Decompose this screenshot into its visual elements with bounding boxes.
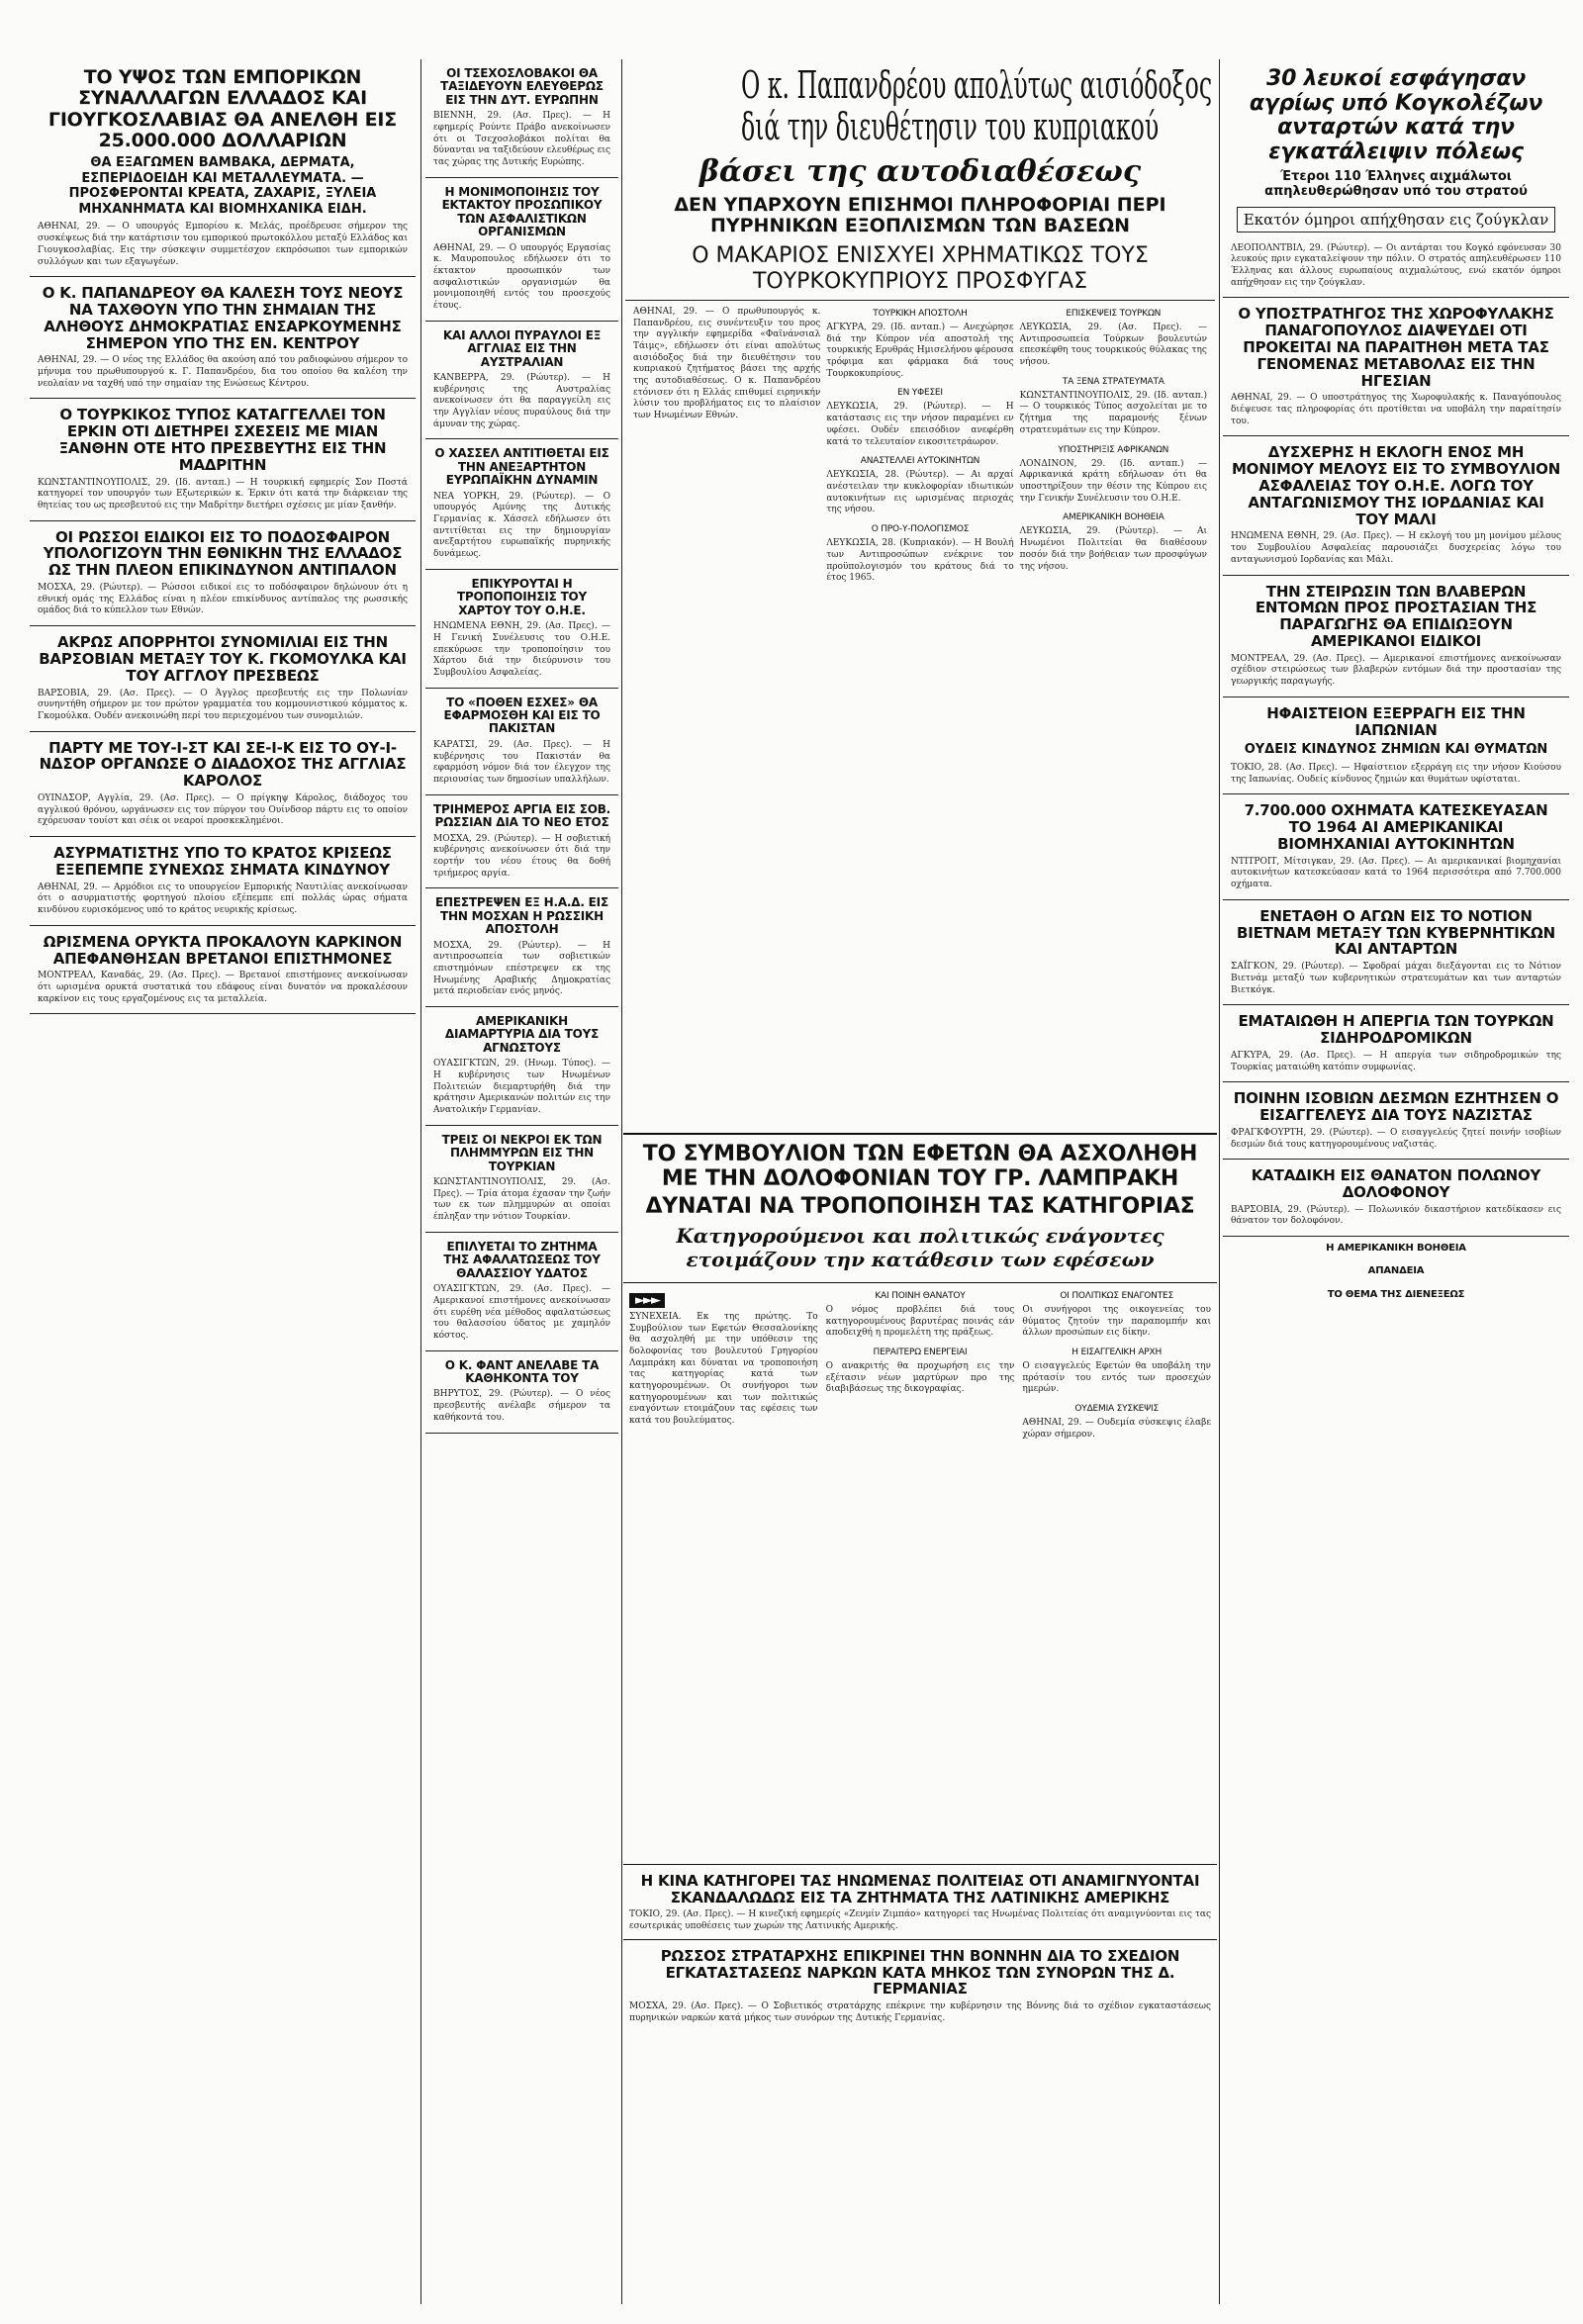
article-headline: ΠΟΙΝΗΝ ΙΣΟΒΙΩΝ ΔΕΣΜΩΝ ΕΖΗΤΗΣΕΝ Ο ΕΙΣΑΓΓΕΛΕΥΣ ΔΙΑ ΤΟΥΣ ΝΑΖΙΣΤΑΣ [1233, 1089, 1559, 1125]
article [30, 626, 416, 731]
lead-sections-a [826, 307, 1013, 593]
article-headline: ΕΠΙΚΥΡΟΥΤΑΙ Η ΤΡΟΠΟΠΟΙΗΣΙΣ ΤΟΥ ΧΑΡΤΟΥ ΤΟΥ Ο.Η.Ε. [456, 576, 588, 617]
news-section [826, 1348, 1015, 1396]
article [425, 1233, 618, 1351]
article-headline: ΕΠΙΛΥΕΤΑΙ ΤΟ ΖΗΤΗΜΑ ΤΗΣ ΑΦΑΛΑΤΩΣΕΩΣ ΤΟΥ ΘΑΛΑΣΣΙΟΥ ΥΔΑΤΟΣ [443, 1239, 601, 1280]
section-body: ΑΘΗΝΑΙ, 29. — Ουδεμία σύσκεψις έλαβε χώραν σήμερον. [1022, 1418, 1211, 1440]
section-title: ΚΑΙ ΠΟΙΝΗ ΘΑΝΑΤΟΥ [875, 1290, 966, 1301]
lambrakis-headline-2: ΔΥΝΑΤΑΙ ΝΑ ΤΡΟΠΟΠΟΙΗΣΗ ΤΑΣ ΚΑΤΗΓΟΡΙΑΣ [645, 1194, 1195, 1220]
article-body: ΒΙΕΝΝΗ, 29. (Ασ. Πρες). — Η εφημερίς Ρούντε Πράβο ανεκοίνωσεν ότι οι Τσεχοσλοβάκοι πολίται θα δύνανται να ταξιδεύουν ελευθέρως εις τας χώρας της Δυτικής Ευρώπης. [433, 111, 610, 168]
article-headline: Ο ΤΟΥΡΚΙΚΟΣ ΤΥΠΟΣ ΚΑΤΑΓΓΕΛΛΕΙ ΤΟΝ ΕΡΚΙΝ ΟΤΙ ΔΙΕΤΗΡΕΙ ΣΧΕΣΕΙΣ ΜΕ ΜΙΑΝ ΞΑΝΘΗΝ ΟΤΕ ΗΤΟ ΠΡΕΣΒΕΥΤΗΣ ΕΙΣ ΤΗΝ ΜΑΔΡΙΤΗΝ [58, 406, 387, 474]
article-headline: ΠΑΡΤΥ ΜΕ ΤΟΥ-Ι-ΣΤ ΚΑΙ ΣΕ-Ι-Κ ΕΙΣ ΤΟ ΟΥ-Ι-ΝΔΣΟΡ ΟΡΓΑΝΩΣΕ Ο ΔΙΑΔΟΧΟΣ ΤΗΣ ΑΓΓΛΙΑΣ ΚΑΡΟΛΟΣ [39, 738, 407, 790]
article-body: ΒΑΡΣΟΒΙΑ, 29. (Ρώυτερ). — Πολωνικόν δικαστήριον κατεδίκασεν εις θάνατον τον δολοφόνον. [1231, 1204, 1561, 1227]
lead-banner [625, 59, 1215, 301]
article-body: ΜΟΝΤΡΕΑΛ, Καναδάς, 29. (Ασ. Πρες). — Βρετανοί επιστήμονες ανεκοίνωσαν ότι ωρισμένα ορυκτά συστατικά του εδάφους είναι δυνατόν να προκαλέσουν καρκίνον εις τους εργαζομένους εις τα μεταλλεία. [38, 971, 408, 1004]
article-body: ΑΘΗΝΑΙ, 29. — Αρμόδιοι εις το υπουργείον Εμπορικής Ναυτιλίας ανεκοίνωσαν ότι ο ασυρματιστής φορτηγού πλοίου εξέπεμπε επί πολλάς ώρας σήματα κινδύνου ευρισκόμενος υπό το κράτος νευρικής κρίσεως. [38, 882, 408, 916]
column-left [30, 59, 416, 2304]
article [425, 689, 618, 795]
section-title: ΑΜΕΡΙΚΑΝΙΚΗ ΒΟΗΘΕΙΑ [1063, 512, 1164, 523]
section-title: ΠΕΡΑΙΤΕΡΩ ΕΝΕΡΓΕΙΑΙ [873, 1348, 968, 1358]
article-body: ΦΡΑΓΚΦΟΥΡΤΗ, 29. (Ρώυτερ). — Ο εισαγγελεύς ζητεί ποινήν ισοβίων δεσμών διά τους κατηγορουμένους ναζιστάς. [1231, 1127, 1561, 1150]
article-headline: Ο ΥΠΟΣΤΡΑΤΗΓΟΣ ΤΗΣ ΧΩΡΟΦΥΛΑΚΗΣ ΠΑΝΑΓΟΠΟΥΛΟΣ ΔΙΑΨΕΥΔΕΙ ΟΤΙ ΠΡΟΚΕΙΤΑΙ ΝΑ ΠΑΡΑΙΤΗΘΗ ΜΕΤΑ ΤΑΣ ΓΕΝΟΜΕΝΑΣ ΜΕΤΑΒΟΛΑΣ ΕΙΣ ΤΗΝ ΗΓΕΣΙΑΝ [1238, 305, 1554, 390]
article-headline: Ο ΧΑΣΣΕΛ ΑΝΤΙΤΙΘΕΤΑΙ ΕΙΣ ΤΗΝ ΑΝΕΞΑΡΤΗΤΟΝ ΕΥΡΩΠΑΪΚΗΝ ΔΥΝΑΜΙΝ [434, 446, 609, 488]
article-body: ΒΗΡΥΤΟΣ, 29. (Ρώυτερ). — Ο νέος πρεσβευτής ανέλαβε σήμερον τα καθήκοντά του. [433, 1389, 610, 1423]
lambrakis-columns [623, 1283, 1217, 1864]
article-headline: ΤΟ «ΠΟΘΕΝ ΕΣΧΕΣ» ΘΑ ΕΦΑΡΜΟΣΘΗ ΚΑΙ ΕΙΣ ΤΟ ΠΑΚΙΣΤΑΝ [443, 695, 601, 736]
article-headline: ΔΥΣΧΕΡΗΣ Η ΕΚΛΟΓΗ ΕΝΟΣ ΜΗ ΜΟΝΙΜΟΥ ΜΕΛΟΥΣ ΕΙΣ ΤΟ ΣΥΜΒΟΥΛΙΟΝ ΑΣΦΑΛΕΙΑΣ ΤΟΥ Ο.Η.Ε. ΛΟΓΩ ΤΟΥ ΑΝΤΑΓΩΝΙΣΜΟΥ ΤΗΣ ΙΟΡΔΑΝΙΑΣ ΚΑΙ ΤΟΥ ΜΑΛΙ [1231, 443, 1561, 528]
section-body: Ο ανακριτής θα προχωρήση εις την εξέτασιν νέων μαρτύρων προ της διαβιβάσεως της δικογραφίας. [825, 1361, 1015, 1395]
section-title: ΟΙ ΠΟΛΙΤΙΚΩΣ ΕΝΑΓΟΝΤΕΣ [1060, 1290, 1173, 1301]
article [1223, 900, 1569, 1005]
article [425, 322, 618, 440]
article-body: ΚΩΝΣΤΑΝΤΙΝΟΥΠΟΛΙΣ, 29. (Ασ. Πρες). — Τρία άτομα έχασαν την ζωήν των εκ των πλημμυρών αι οποίαι έπληξαν την νότιον Τουρκίαν. [433, 1177, 610, 1223]
article-headline: ΕΠΕΣΤΡΕΨΕΝ ΕΞ Η.Α.Δ. ΕΙΣ ΤΗΝ ΜΟΣΧΑΝ Η ΡΩΣΣΙΚΗ ΑΠΟΣΤΟΛΗ [435, 895, 608, 937]
article-body: ΣΑΪΓΚΟΝ, 29. (Ρώυτερ). — Σφοδραί μάχαι διεξάγονται εις το Νότιον Βιετνάμ μεταξύ των κυβερνητικών στρατευμάτων και των ανταρτών Βιετκόγκ. [1231, 962, 1561, 995]
article-headline: ΚΑΤΑΔΙΚΗ ΕΙΣ ΘΑΝΑΤΟΝ ΠΟΛΩΝΟΥ ΔΟΛΟΦΟΝΟΥ [1251, 1166, 1541, 1201]
article-body: ΤΟΚΙΟ, 28. (Ασ. Πρες). — Ηφαίστειον εξερράγη εις την νήσον Κιούσου της Ιαπωνίας. Ουδείς κίνδυνος ζημιών και θυμάτων υφίσταται. [1231, 762, 1561, 785]
article [1223, 576, 1569, 697]
news-section [1020, 445, 1207, 506]
section-body: ΛΟΝΔΙΝΟΝ, 29. (Ιδ. ανταπ.) — Αφρικανικά κράτη εδήλωσαν ότι θα υποστηρίξουν την θέσιν της Κύπρου εις την Γενικήν Συνέλευσιν του Ο.Η.Ε. [1019, 458, 1207, 504]
article-body: ΗΝΩΜΕΝΑ ΕΘΝΗ, 29. (Ασ. Πρες). — Η Γενική Συνέλευσις του Ο.Η.Ε. επεκύρωσε την τροποποίησιν του Χάρτου διά την διεύρυνσιν του Συμβουλίου Ασφαλείας. [433, 621, 610, 678]
lambrakis-subhead: Κατηγορούμενοι και πολιτικώς ενάγοντες ετοιμάζουν την κατάθεσιν των εφέσεων [676, 1223, 1164, 1271]
lead-columns [625, 301, 1215, 599]
article-headline: 7.700.000 ΟΧΗΜΑΤΑ ΚΑΤΕΣΚΕΥΑΣΑΝ ΤΟ 1964 ΑΙ ΑΜΕΡΙΚΑΝΙΚΑΙ ΒΙΟΜΗΧΑΝΙΑΙ ΑΥΤΟΚΙΝΗΤΩΝ [1244, 801, 1548, 853]
article-body: ΟΥΑΣΙΓΚΤΩΝ, 29. (Ασ. Πρες). — Αμερικανοί επιστήμονες ανεκοίνωσαν ότι ευρέθη νέα μέθοδος αφαλατώσεως του θαλασσίου ύδατος με χαμηλόν κόστος. [433, 1284, 610, 1341]
section-body: Ο εισαγγελεύς Εφετών θα υποβάλη την πρότασίν του εντός των προσεχών ημερών. [1022, 1361, 1211, 1395]
article [30, 59, 416, 277]
section-title: ΤΟΥΡΚΙΚΗ ΑΠΟΣΤΟΛΗ [873, 308, 968, 319]
banner-line-1: Ο κ. Παπανδρέου απολύτως αισιόδοξος [740, 63, 1213, 107]
banner-line-4: ΔΕΝ ΥΠΑΡΧΟΥΝ ΕΠΙΣΗΜΟΙ ΠΛΗΡΟΦΟΡΙΑΙ ΠΕΡΙ ΠΥΡΗΝΙΚΩΝ ΕΞΟΠΛΙΣΜΩΝ ΤΩΝ ΒΑΣΕΩΝ [674, 193, 1166, 237]
article-headline: ΟΙ ΡΩΣΣΟΙ ΕΙΔΙΚΟΙ ΕΙΣ ΤΟ ΠΟΔΟΣΦΑΙΡΟΝ ΥΠΟΛΟΓΙΖΟΥΝ ΤΗΝ ΕΘΝΙΚΗΝ ΤΗΣ ΕΛΛΑΔΟΣ ΩΣ ΤΗΝ ΠΛΕΟΝ ΕΠΙΚΙΝΔΥΝΟΝ ΑΝΤΙΠΑΛΟΝ [43, 527, 403, 580]
section-title: ΕΝ ΥΦΕΣΕΙ [897, 388, 943, 399]
china-body: ΤΟΚΙΟ, 29. (Ασ. Πρες). — Η κινεζική εφημερίς «Ζενμίν Ζιμπάο» κατηγορεί τας Ηνωμένας Πολιτείας ότι αναμιγνύονται εις τας εσωτερικάς υποθέσεις των χωρών της Λατινικής Αμερικής. [629, 1909, 1211, 1932]
section-body: ΛΕΥΚΩΣΙΑ, 28. (Κυπριακόν). — Η Βουλή των Αντιπροσώπων ενέκρινε τον προϋπολογισμόν του κράτους διά το έτος 1965. [826, 538, 1014, 584]
news-section [1022, 1404, 1211, 1441]
article-body: ΑΘΗΝΑΙ, 29. — Ο υποστράτηγος της Χωροφυλακής κ. Παναγόπουλος διέψευσε τας πληροφορίας ότι προτίθεται να υποβάλη την παραίτησίν του. [1231, 393, 1561, 426]
article [425, 570, 618, 689]
article-headline: ΑΣΥΡΜΑΤΙΣΤΗΣ ΥΠΟ ΤΟ ΚΡΑΤΟΣ ΚΡΙΣΕΩΣ ΕΞΕΠΕΜΠΕ ΣΥΝΕΧΩΣ ΣΗΜΑΤΑ ΚΙΝΔΥΝΟΥ [53, 844, 392, 879]
china-article [623, 1864, 1217, 1939]
news-section [826, 309, 1013, 381]
section-body: ΛΕΥΚΩΣΙΑ, 29. (Ρώυτερ). — Η κατάστασις εις την νήσον παραμένει εν υφέσει. Ουδέν επεισόδιον ανεφέρθη κατά το τελευταίον εικοσιτετράωρον. [826, 402, 1014, 447]
article-headline: ΚΑΙ ΑΛΛΟΙ ΠΥΡΑΥΛΟΙ ΕΞ ΑΓΓΛΙΑΣ ΕΙΣ ΤΗΝ ΑΥΣΤΡΑΛΙΑΝ [442, 327, 602, 369]
article-headline: ΤΗΝ ΣΤΕΙΡΩΣΙΝ ΤΩΝ ΒΛΑΒΕΡΩΝ ΕΝΤΟΜΩΝ ΠΡΟΣ ΠΡΟΣΤΑΣΙΑΝ ΤΗΣ ΠΑΡΑΓΩΓΗΣ ΘΑ ΕΠΙΔΙΩΞΟΥΝ ΑΜΕΡΙΚΑΝΟΙ ΕΙΔΙΚΟΙ [1255, 582, 1537, 650]
article-headline: Ο Κ. ΠΑΠΑΝΔΡΕΟΥ ΘΑ ΚΑΛΕΣΗ ΤΟΥΣ ΝΕΟΥΣ ΝΑ ΤΑΧΘΟΥΝ ΥΠΟ ΤΗΝ ΣΗΜΑΙΑΝ ΤΗΣ ΑΛΗΘΟΥΣ ΔΗΜΟΚΡΑΤΙΑΣ ΕΝΣΑΡΚΟΥΜΕΝΗΣ ΣΗΜΕΡΟΝ ΥΠΟ ΤΗΣ ΕΝ. ΚΕΝΤΡΟΥ [42, 284, 404, 352]
article-body: ΚΑΡΑΤΣΙ, 29. (Ασ. Πρες). — Η κυβέρνησις του Πακιστάν θα εφαρμόση νόμον διά τον έλεγχον της περιουσίας των δημοσίων υπαλλήλων. [433, 739, 610, 785]
section-title: ΥΠΟΣΤΗΡΙΞΙΣ ΑΦΡΙΚΑΝΩΝ [1058, 444, 1169, 455]
news-section [1022, 1348, 1211, 1396]
column-right [1223, 59, 1569, 2304]
section-body: ΛΕΥΚΩΣΙΑ, 29. (Ρώυτερ). — Αι Ηνωμένοι Πολιτείαι θα διαθέσουν ποσόν διά την βοήθειαν των προσφύγων της νήσου. [1019, 526, 1207, 572]
article-headline: ΤΟ ΥΨΟΣ ΤΩΝ ΕΜΠΟΡΙΚΩΝ ΣΥΝΑΛΛΑΓΩΝ ΕΛΛΑΔΟΣ ΚΑΙ ΓΙΟΥΓΚΟΣΛΑΒΙΑΣ ΘΑ ΑΝΕΛΘΗ ΕΙΣ 25.000.000 ΔΟΛΛΑΡΙΩΝ [47, 66, 398, 151]
article [1223, 794, 1569, 899]
article-body: ΝΕΑ ΥΟΡΚΗ, 29. (Ρώυτερ). — Ο υπουργός Αμύνης της Δυτικής Γερμανίας κ. Χάσσελ εδήλωσεν ότι αντιτίθεται εις την δημιουργίαν ανεξαρτήτου ευρωπαϊκής πυρηνικής δυνάμεως. [433, 491, 610, 560]
news-section [826, 388, 1013, 448]
lead-sections-b [1020, 307, 1207, 593]
news-section [1020, 309, 1207, 369]
column-second [425, 59, 618, 2304]
article [425, 1126, 618, 1233]
news-section [1022, 1291, 1211, 1340]
article-body: ΗΝΩΜΕΝΑ ΕΘΝΗ, 29. (Ασ. Πρες). — Η εκλογή του μη μονίμου μέλους του Συμβουλίου Ασφαλείας παρουσιάζει δυσχερείας λόγω του ανταγωνισμού Ιορδανίας και Μάλι. [1231, 531, 1561, 565]
article [30, 277, 416, 399]
column-rule [621, 59, 622, 2304]
article [425, 439, 618, 569]
article-body: ΑΘΗΝΑΙ, 29. — Ο υπουργός Εργασίας κ. Μαυροπουλος εδήλωσεν ότι το έκτακτον προσωπικόν των ασφαλιστικών οργανισμών θα μονιμοποιηθή εντός του προσεχούς έτους. [433, 242, 610, 311]
russia-body: ΜΟΣΧΑ, 29. (Ασ. Πρες). — Ο Σοβιετικός στρατάρχης επέκρινε την κυβέρνησιν της Βόννης διά το σχέδιον εγκαταστάσεως πυρηνικών ναρκών κατά μήκος των συνόρων της Δυτικής Γερμανίας. [629, 2001, 1211, 2023]
news-section [826, 456, 1013, 516]
column-rule [1219, 59, 1220, 2304]
lambrakis-sections-b [1022, 1289, 1211, 1858]
china-headline: Η ΚΙΝΑ ΚΑΤΗΓΟΡΕΙ ΤΑΣ ΗΝΩΜΕΝΑΣ ΠΟΛΙΤΕΙΑΣ ΟΤΙ ΑΝΑΜΙΓΝΥΟΝΤΑΙ ΣΚΑΝΔΑΛΩΔΩΣ ΕΙΣ ΤΑ ΖΗΤΗΜΑΤΑ ΤΗΣ ΛΑΤΙΝΙΚΗΣ ΑΜΕΡΙΚΗΣ [640, 1871, 1200, 1906]
article-subhead: Έτεροι 110 Έλληνες αιχμάλωτοι απηλευθερώθησαν υπό του στρατού [1264, 168, 1528, 200]
article-headline: 30 λευκοί εσφάγησαν αγρίως υπό Κογκολέζων ανταρτών κατά την εγκατάλειψιν πόλεως [1249, 66, 1543, 164]
article [425, 888, 618, 1007]
article-headline: ΑΚΡΩΣ ΑΠΟΡΡΗΤΟΙ ΣΥΝΟΜΙΛΙΑΙ ΕΙΣ ΤΗΝ ΒΑΡΣΟΒΙΑΝ ΜΕΤΑΞΥ ΤΟΥ Κ. ΓΚΟΜΟΥΛΚΑ ΚΑΙ ΤΟΥ ΑΓΓΛΟΥ ΠΡΕΣΒΕΩΣ [39, 633, 407, 685]
article-body: ΒΑΡΣΟΒΙΑ, 29. (Ασ. Πρες). — Ο Άγγλος πρεσβευτής εις την Πολωνίαν συνηντήθη σήμερον με τον πρώτον γραμματέα του κομμουνιστικού κόμματος κ. Γκομούλκα. Ουδέν ανεκοινώθη περί του περιεχομένου των συνομιλιών. [38, 688, 408, 721]
article [30, 837, 416, 926]
article [425, 178, 618, 322]
section-body: Οι συνήγοροι της οικογενείας του θύματος ζητούν την παραπομπήν και άλλων προσώπων εις δίκην. [1022, 1304, 1211, 1339]
article-body: ΝΤΙΤΡΟΙΤ, Μίτσιγκαν, 29. (Ασ. Πρες). — Αι αμερικανικαί βιομηχανίαι αυτοκινήτων κατεσκεύασαν κατά το 1964 περισσότερα από 7.700.000 οχήματα. [1231, 856, 1561, 890]
article-body: ΑΘΗΝΑΙ, 29. — Ο υπουργός Εμπορίου κ. Μελάς, προέδρευσε σήμερον της συσκέψεως διά την κατάρτισιν του εμπορικού πρωτοκόλλου μεταξύ Ελλάδος και Γιουγκοσλαβίας. Εις την σύσκεψιν συμμετέσχον εκπρόσωποι των εμπορικών συλλόγων και των εξαγωγέων. [38, 222, 408, 267]
article [1223, 697, 1569, 795]
article-headline: ΤΡΕΙΣ ΟΙ ΝΕΚΡΟΙ ΕΚ ΤΩΝ ΠΛΗΜΜΥΡΩΝ ΕΙΣ ΤΗΝ ΤΟΥΡΚΙΑΝ [441, 1132, 603, 1173]
lambrakis-headline: ΤΟ ΣΥΜΒΟΥΛΙΟΝ ΤΩΝ ΕΦΕΤΩΝ ΘΑ ΑΣΧΟΛΗΘΗ ΜΕ ΤΗΝ ΔΟΛΟΦΟΝΙΑΝ ΤΟΥ ΓΡ. ΛΑΜΠΡΑΚΗ [642, 1142, 1198, 1191]
small-section-title: ΤΟ ΘΕΜΑ ΤΗΣ ΔΙΕΝΕΞΕΩΣ [1327, 1288, 1465, 1300]
small-section-title: ΑΠΑΝΔΕΙΑ [1367, 1265, 1425, 1277]
article-body: ΑΘΗΝΑΙ, 29. — Ο νέος της Ελλάδος θα ακούση από του ραδιοφώνου σήμερον το μήνυμα του πρωθυπουργού κ. Γ. Παπανδρέου, δια του οποίου θα καλέση την νεολαίαν να ταχθή υπό την σημαίαν της Ενώσεως Κέντρου. [38, 355, 408, 389]
article-headline: ΕΜΑΤΑΙΩΘΗ Η ΑΠΕΡΓΙΑ ΤΩΝ ΤΟΥΡΚΩΝ ΣΙΔΗΡΟΔΡΟΜΙΚΩΝ [1238, 1012, 1554, 1048]
section-title: ΟΥΔΕΜΙΑ ΣΥΣΚΕΨΙΣ [1074, 1404, 1159, 1415]
section-body: Ο νόμος προβλέπει διά τους κατηγορουμένους βαρυτέρας ποινάς εάν αποδειχθή η προμελέτη της πράξεως. [825, 1304, 1015, 1339]
news-section [1020, 512, 1207, 573]
article [425, 1007, 618, 1126]
article-headline: ΑΜΕΡΙΚΑΝΙΚΗ ΔΙΑΜΑΡΤΥΡΙΑ ΔΙΑ ΤΟΥΣ ΑΓΝΩΣΤΟΥΣ [444, 1014, 600, 1055]
article-subhead: ΟΥΔΕΙΣ ΚΙΝΔΥΝΟΣ ΖΗΜΙΩΝ ΚΑΙ ΘΥΜΑΤΩΝ [1244, 742, 1548, 758]
section-body: ΑΓΚΥΡΑ, 29. (Ιδ. ανταπ.) — Ανεχώρησε διά την Κύπρον νέα αποστολή της τουρκικής Ερυθράς Ημισελήνου φέρουσα τρόφιμα και φάρμακα διά τους Τουρκοκυπρίους. [826, 322, 1014, 379]
lead-body: ΑΘΗΝΑΙ, 29. — Ο πρωθυπουργός κ. Παπανδρέου, εις συνέντευξιν του προς την αγγλικήν εφημερίδα «Φαϊνάνσιαλ Τάιμς», εδήλωσεν ότι είναι απολύτως αισιόδοξος διά την διευθέτησιν του κυπριακού ζητήματος βάσει της αρχής της αυτοδιαθέσεως. Ο κ. Παπανδρέου ετόνισεν ότι η Ελλάς επιθυμεί ειρηνικήν λύσιν του προβλήματος εις το πλαίσιον των Ηνωμένων Εθνών. [633, 306, 821, 421]
lambrakis-section [623, 1133, 1217, 2304]
article-body: ΚΑΝΒΕΡΡΑ, 29. (Ρώυτερ). — Η κυβέρνησις της Αυστραλίας ανεκοίνωσεν ότι θα παραγγείλη εις την Αγγλίαν νέους πυραύλους διά την άμυναν της χώρας. [433, 372, 610, 429]
article [1223, 436, 1569, 575]
continuation-marker: ►►► [629, 1293, 665, 1308]
lambrakis-sections-a [826, 1289, 1015, 1858]
news-section [826, 524, 1013, 585]
article-headline: ΗΦΑΙΣΤΕΙΟΝ ΕΞΕΡΡΑΓΗ ΕΙΣ ΤΗΝ ΙΑΠΩΝΙΑΝ [1266, 703, 1526, 739]
article-headline: ΤΡΙΗΜΕΡΟΣ ΑΡΓΙΑ ΕΙΣ ΣΟΒ. ΡΩΣΣΙΑΝ ΔΙΑ ΤΟ ΝΕΟ ΕΤΟΣ [433, 801, 610, 830]
article-body: ΑΓΚΥΡΑ, 29. (Ασ. Πρες). — Η απεργία των σιδηροδρομικών της Τουρκίας ματαιώθη κατόπιν συμφωνίας. [1231, 1050, 1561, 1072]
article [1223, 1082, 1569, 1160]
article [425, 1351, 618, 1434]
section-title: ΕΠΙΣΚΕΨΕΙΣ ΤΟΥΡΚΩΝ [1066, 308, 1162, 319]
banner-line-5: Ο ΜΑΚΑΡΙΟΣ ΕΝΙΣΧΥΕΙ ΧΡΗΜΑΤΙΚΩΣ ΤΟΥΣ ΤΟΥΡΚΟΚΥΠΡΙΟΥΣ ΠΡΟΣΦΥΓΑΣ [692, 243, 1149, 294]
section-body: ΛΕΥΚΩΣΙΑ, 29. (Ασ. Πρες). — Αντιπροσωπεία Τούρκων βουλευτών επεσκέφθη τους τουρκικούς θύλακας της νήσου. [1019, 322, 1207, 368]
article-headline: Η ΜΟΝΙΜΟΠΟΙΗΣΙΣ ΤΟΥ ΕΚΤΑΚΤΟΥ ΠΡΟΣΩΠΙΚΟΥ ΤΩΝ ΑΣΦΑΛΙΣΤΙΚΩΝ ΟΡΓΑΝΙΣΜΩΝ [441, 184, 603, 239]
article-headline: ΟΙ ΤΣΕΧΟΣΛΟΒΑΚΟΙ ΘΑ ΤΑΞΙΔΕΥΟΥΝ ΕΛΕΥΘΕΡΩΣ ΕΙΣ ΤΗΝ ΔΥΤ. ΕΥΡΩΠΗΝ [440, 66, 604, 107]
news-section [1020, 377, 1207, 437]
article [1223, 298, 1569, 436]
article [1223, 1160, 1569, 1237]
small-section-title: Η ΑΜΕΡΙΚΑΝΙΚΗ ΒΟΗΘΕΙΑ [1326, 1243, 1466, 1255]
article [30, 926, 416, 1015]
section-title: Ο ΠΡΟ-Υ-ΠΟΛΟΓΙΣΜΟΣ [871, 524, 970, 535]
article-body: ΚΩΝΣΤΑΝΤΙΝΟΥΠΟΛΙΣ, 29. (Ιδ. ανταπ.) — Η τουρκική εφημερίς Σον Ποστά κατηγορεί τον υπουργόν των Εξωτερικών κ. Έρκιν ότι κατά την διάρκειαν της θητείας του ως πρεσβευτού εις την Μαδρίτην διετήρει σχέσεις με μίαν ξανθήν. [38, 477, 408, 511]
section-title: ΑΝΑΣΤΕΛΛΕΙ ΑΥΤΟΚΙΝΗΤΩΝ [860, 456, 980, 467]
lambrakis-body: ΣΥΝΕΧΕΙΑ. Εκ της πρώτης. Το Συμβούλιον των Εφετών Θεσσαλονίκης θα ασχοληθή με την υπόθεσιν της δολοφονίας του βουλευτού Γρηγορίου Λαμπράκη και δύναται να τροποποιήση τας κατηγορίας κατά των κατηγορουμένων. Οι συνήγοροι των κατηγορουμένων και των πολιτικώς εναγόντων ετοιμάζουν τας εφέσεις των κατά του βουλεύματος. [629, 1311, 818, 1427]
article-headline: ΩΡΙΣΜΕΝΑ ΟΡΥΚΤΑ ΠΡΟΚΑΛΟΥΝ ΚΑΡΚΙΝΟΝ ΑΠΕΦΑΝΘΗΣΑΝ ΒΡΕΤΑΝΟΙ ΕΠΙΣΤΗΜΟΝΕΣ [43, 932, 403, 968]
column-center [625, 59, 1215, 1123]
article-headline: Ο Κ. ΦΑΝΤ ΑΝΕΛΑΒΕ ΤΑ ΚΑΘΗΚΟΝΤΑ ΤΟΥ [444, 1357, 600, 1385]
russia-headline: ΡΩΣΣΟΣ ΣΤΡΑΤΑΡΧΗΣ ΕΠΙΚΡΙΝΕΙ ΤΗΝ ΒΟΝΝΗΝ ΔΙΑ ΤΟ ΣΧΕΔΙΟΝ ΕΓΚΑΤΑΣΤΑΣΕΩΣ ΝΑΡΚΩΝ ΚΑΤΑ ΜΗΚΟΣ ΤΩΝ ΣΥΝΟΡΩΝ ΤΗΣ Δ. ΓΕΡΜΑΝΙΑΣ [660, 1946, 1180, 1999]
section-title: ΤΑ ΞΕΝΑ ΣΤΡΑΤΕΥΜΑΤΑ [1062, 376, 1164, 387]
article [1223, 1005, 1569, 1082]
article-body: ΜΟΝΤΡΕΑΛ, 29. (Ασ. Πρες). — Αμερικανοί επιστήμονες ανεκοίνωσαν σχέδιον στειρώσεως των βλαβερών εντόμων διά την προστασίαν της γεωργικής παραγωγής. [1231, 653, 1561, 688]
column-rule [420, 59, 421, 2304]
article-body: ΟΥΑΣΙΓΚΤΩΝ, 29. (Ηνωμ. Τύπος). — Η κυβέρνησις των Ηνωμένων Πολιτειών διεμαρτυρήθη διά την κράτησιν Αμερικανών πολιτών εις την Ανατολικήν Γερμανίαν. [433, 1059, 610, 1116]
banner-line-2: διά την διευθέτησιν του κυπριακού [740, 104, 1160, 148]
news-section [826, 1291, 1015, 1340]
article [425, 795, 618, 889]
section-title: Η ΕΙΣΑΓΓΕΛΙΚΗ ΑΡΧΗ [1071, 1348, 1163, 1358]
article-body: ΛΕΟΠΟΛΝΤΒΙΛ, 29. (Ρώυτερ). — Οι αντάρται του Κογκό εφόνευσαν 30 λευκούς πριν εγκαταλείψουν την πόλιν. Ο στρατός απηλευθέρωσεν 110 Έλληνας και άλλους ευρωπαίους αιχμαλώτους, ενώ εκατόν όμηροι απήχθησαν εις την ζούγκλαν. [1231, 242, 1561, 288]
section-body: ΚΩΝΣΤΑΝΤΙΝΟΥΠΟΛΙΣ, 29. (Ιδ. ανταπ.) — Ο τουρκικός Τύπος ασχολείται με το ζήτημα της παραμονής ξένων στρατευμάτων εις την Κύπρον. [1019, 390, 1207, 435]
russia-article [623, 1939, 1217, 2031]
banner-line-3: βάσει της αυτοδιαθέσεως [698, 153, 1142, 189]
article [30, 399, 416, 520]
article [425, 59, 618, 178]
article-body: ΜΟΣΧΑ, 29. (Ρώυτερ). — Ρώσσοι ειδικοί εις το ποδόσφαιρον δηλώνουν ότι η εθνική ομάς της Ελλάδος είναι η πλέον επικίνδυνος αντίπαλος της ρωσσικής ομάδος διά το κύπελλον των Εθνών. [38, 583, 408, 616]
article [30, 732, 416, 837]
article-body: ΜΟΣΧΑ, 29. (Ρώυτερ). — Η αντιπροσωπεία των σοβιετικών επιστημόνων επέστρεψεν εκ της Ηνωμένης Αραβικής Δημοκρατίας μετά περιοδείαν ενός μηνός. [433, 940, 610, 997]
article-subhead: ΘΑ ΕΞΑΓΩΜΕΝ ΒΑΜΒΑΚΑ, ΔΕΡΜΑΤΑ, ΕΣΠΕΡΙΔΟΕΙΔΗ ΚΑΙ ΜΕΤΑΛΛΕΥΜΑΤΑ. — ΠΡΟΣΦΕΡΟΝΤΑΙ ΚΡΕΑΤΑ, ΖΑΧΑΡΙΣ, ΞΥΛΕΙΑ ΜΗΧΑΝΗΜΑΤΑ ΚΑΙ ΒΙΟΜΗΧΑΝΙΚΑ ΕΙΔΗ. [68, 155, 377, 217]
article-headline: ΕΝΕΤΑΘΗ Ο ΑΓΩΝ ΕΙΣ ΤΟ ΝΟΤΙΟΝ ΒΙΕΤΝΑΜ ΜΕΤΑΞΥ ΤΩΝ ΚΥΒΕΡΝΗΤΙΚΩΝ ΚΑΙ ΑΝΤΑΡΤΩΝ [1237, 906, 1555, 959]
article-body: ΟΥΙΝΔΣΟΡ, Αγγλία, 29. (Ασ. Πρες). — Ο πρίγκηψ Κάρολος, διάδοχος του αγγλικού θρόνου, ωργάνωσεν εις τον πύργον του Ουίνδσορ πάρτυ εις το οποίον εχόρευσαν τουίστ και σέικ οι νεαροί προσκεκλημένοι. [38, 792, 408, 827]
article-boxed-line: Εκατόν όμηροι απήχθησαν εις ζούγκλαν [1237, 207, 1555, 232]
section-body: ΛΕΥΚΩΣΙΑ, 28. (Ρώυτερ). — Αι αρχαί ανέστειλαν την κυκλοφορίαν ιδιωτικών αυτοκινήτων εις ωρισμένας περιοχάς της νήσου. [826, 470, 1014, 515]
article [1223, 59, 1569, 298]
article-body: ΜΟΣΧΑ, 29. (Ρώυτερ). — Η σοβιετική κυβέρνησις ανεκοίνωσεν ότι διά την εορτήν του νέου έτους θα δοθή τριήμερος αργία. [433, 833, 610, 879]
article [30, 521, 416, 626]
